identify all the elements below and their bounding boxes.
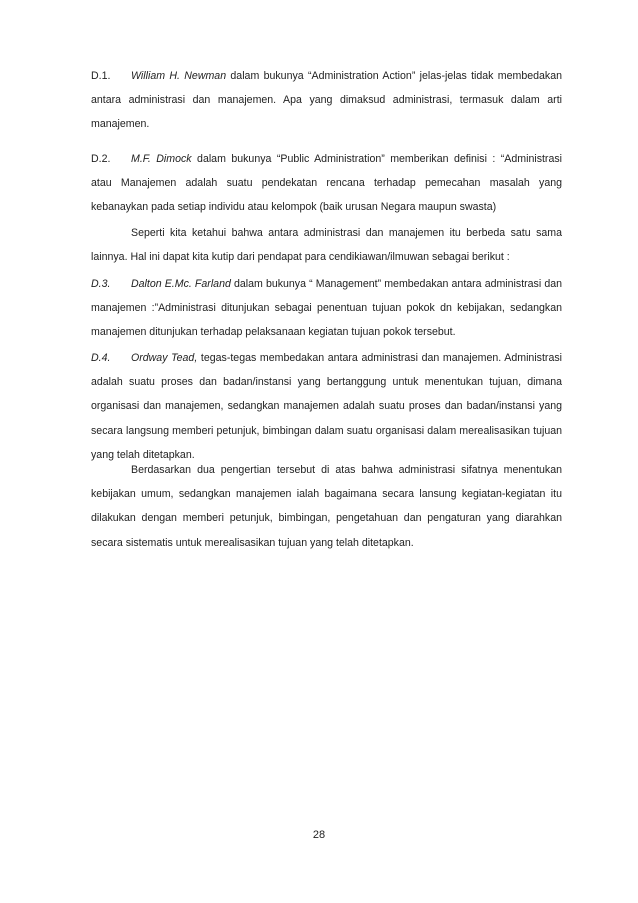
- paragraph-label: D.2.: [91, 153, 111, 165]
- author-name: Dalton E.Mc. Farland: [131, 278, 231, 290]
- paragraph-intro: [91, 221, 562, 269]
- author-name: M.F. Dimock: [131, 153, 192, 165]
- paragraph-d3: [91, 272, 562, 345]
- paragraph-d1: [91, 64, 562, 137]
- paragraph-text: Seperti kita ketahui bahwa antara administrasi dan manajemen itu berbeda satu sama lainnya. Hal ini dapat kita kutip dari pendapat para cendikiawan/ilmuwan sebagai berikut :: [91, 227, 562, 264]
- paragraph-text: dalam bukunya “ Management” membedakan antara administrasi dan manajemen :”Administrasi ditunjukan sebagai penentuan tujuan pokok dn kebijakan, sedangkan manajemen ditunjukan terhadap pelaksanaan kegiatan tujuan pokok tersebut.: [91, 278, 562, 339]
- paragraph-text: dalam bukunya “Administration Action” jelas-jelas tidak membedakan antara administrasi dan manajemen. Apa yang dimaksud administrasi, termasuk dalam arti manajemen.: [91, 70, 562, 131]
- paragraph-conclusion: [91, 458, 562, 555]
- author-name: William H. Newman: [131, 70, 227, 82]
- paragraph-label: D.4.: [91, 352, 111, 364]
- paragraph-text: dalam bukunya “Public Administration” memberikan definisi : “Administrasi atau Manajemen adalah suatu pendekatan rencana terhadap pemecahan masalah yang kebanaykan pada setiap individu atau kelompok (baik urusan Negara maupun swasta): [91, 153, 562, 214]
- paragraph-d4: [91, 346, 562, 467]
- page-number: 28: [312, 829, 326, 841]
- paragraph-text: Berdasarkan dua pengertian tersebut di atas bahwa administrasi sifatnya menentukan kebijakan umum, sedangkan manajemen ialah bagaimana secara lansung kegiatan-kegiatan itu dilakukan dengan memberi petunjuk, bimbingan, pengetahuan dan pengaturan yang diarahkan secara sistematis untuk merealisasikan tujuan yang telah ditetapkan.: [91, 464, 562, 549]
- paragraph-text: tegas-tegas membedakan antara administrasi dan manajemen. Administrasi adalah suatu proses dan badan/instansi yang bertanggung untuk menentukan tujuan, dimana organisasi dan manajemen, sedangkan manajemen adalah suatu proses dan badan/instansi yang secara langsung memberi petunjuk, bimbingan dalam suatu organisasi dalam merealisasikan tujuan yang telah ditetapkan.: [91, 352, 562, 461]
- paragraph-label: D.1.: [91, 70, 111, 82]
- paragraph-label: D.3.: [91, 278, 111, 290]
- author-name: Ordway Tead,: [131, 352, 198, 364]
- paragraph-d2: [91, 147, 562, 220]
